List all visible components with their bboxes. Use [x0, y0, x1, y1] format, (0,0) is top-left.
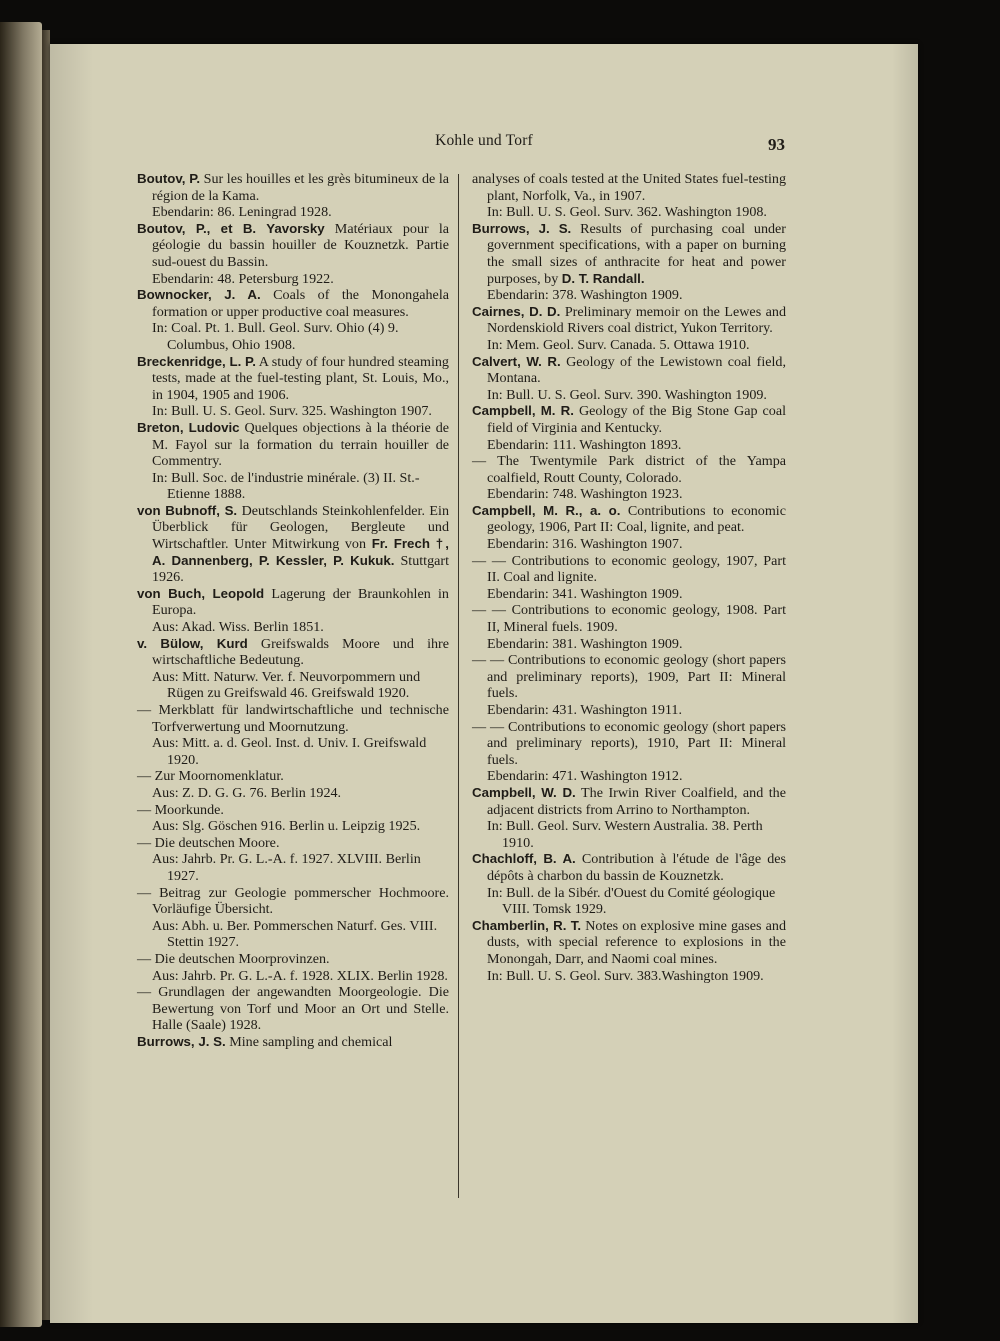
bibliography-entry — [137, 984, 449, 1034]
bibliography-entry — [137, 171, 449, 204]
entry-author: Cairnes, D. D. — [472, 303, 561, 319]
entry-title: — Merkblatt für landwirtschaftliche und technische Torfverwertung und Moornutzung. — [137, 702, 449, 735]
entry-title: — Grundlagen der angewandten Moorgeologie. Die Bewertung von Torf und Moor an Ort und Stelle. Halle (Saale) 1928. — [137, 984, 449, 1034]
bibliography-entry — [472, 171, 786, 204]
right-column — [472, 171, 786, 984]
entry-source: Aus: Slg. Göschen 916. Berlin u. Leipzig 1925. — [152, 818, 421, 835]
bibliography-entry — [137, 287, 449, 320]
bibliography-entry — [472, 403, 786, 436]
entry-author: von Bubnoff, S. — [137, 502, 238, 518]
bibliography-entry — [137, 885, 449, 918]
entry-author: Bownocker, J. A. — [137, 287, 261, 303]
entry-source: Ebendarin: 748. Washington 1923. — [487, 486, 683, 503]
page-number: 93 — [768, 135, 785, 154]
entry-source: Ebendarin: 341. Washington 1909. — [487, 585, 683, 602]
entry-source: Ebendarin: 431. Washington 1911. — [487, 702, 682, 718]
entry-title-tail: Stuttgart 1926. — [152, 552, 449, 586]
entry-source: Aus: Jahrb. Pr. G. L.-A. f. 1928. XLIX. Berlin 1928. — [152, 967, 448, 984]
bibliography-entry — [472, 785, 786, 818]
bibliography-entry — [472, 652, 786, 702]
entry-title: Deutschlands Steinkohlenfelder. Ein Überblick für Geologen, Bergleute und Wirtschaftler. Unter Mitwirkung von — [152, 502, 450, 553]
bibliography-entry — [472, 304, 786, 337]
entry-source: Aus: Mitt. a. d. Geol. Inst. d. Univ. I. Greifswald 1920. — [152, 735, 427, 768]
entry-title: A study of four hundred steaming tests, made at the fuel-testing plant, St. Louis, Mo., in 1904, 1905 and 1906. — [152, 353, 449, 403]
entry-author: Campbell, M. R. — [472, 403, 574, 419]
entry-source: Aus: Akad. Wiss. Berlin 1851. — [152, 619, 324, 636]
bibliography-entry — [472, 553, 786, 586]
entry-source: Aus: Abh. u. Ber. Pommerschen Naturf. Ges. VIII. Stettin 1927. — [152, 917, 438, 951]
entry-title: Greifswalds Moore und ihre wirtschaftliche Bedeutung. — [152, 635, 449, 669]
entry-source: In: Mem. Geol. Surv. Canada. 5. Ottawa 1910. — [487, 336, 750, 353]
entry-source: In: Bull. U. S. Geol. Surv. 383.Washington 1909. — [487, 967, 764, 984]
entry-source: In: Bull. U. S. Geol. Surv. 390. Washington 1909. — [487, 386, 767, 403]
bibliography-entry — [472, 221, 786, 287]
entry-author: Chachloff, B. A. — [472, 851, 576, 867]
bibliography-entry — [137, 586, 449, 619]
bibliography-entry — [137, 768, 449, 785]
bibliography-entry — [137, 702, 449, 735]
entry-author: Boutov, P. — [137, 171, 201, 186]
bibliography-entry — [137, 503, 449, 586]
bibliography-entry — [137, 636, 449, 669]
entry-title: Coals of the Monongahela formation or upper productive coal measures. — [152, 287, 449, 320]
entry-source: In: Bull. Soc. de l'industrie minérale. (3) II. St.-Etienne 1888. — [152, 469, 420, 503]
entry-title: Lagerung der Braunkohlen in Europa. — [152, 585, 449, 619]
bibliography-entry — [472, 602, 786, 635]
entry-source: Ebendarin: 86. Leningrad 1928. — [152, 204, 332, 221]
entry-title: Results of purchasing coal under government specifications, with a paper on burning the small sizes of anthracite for heat and power purposes, by — [487, 220, 787, 287]
entry-source: In: Bull. Geol. Surv. Western Australia. 38. Perth 1910. — [487, 818, 763, 851]
entry-source: Ebendarin: 471. Washington 1912. — [487, 768, 683, 785]
bibliography-entry — [472, 503, 786, 536]
bibliography-entry — [137, 802, 449, 819]
entry-title: Geology of the Lewistown coal field, Montana. — [487, 353, 786, 387]
entry-source: In: Bull. U. S. Geol. Surv. 325. Washington 1907. — [152, 403, 432, 420]
bibliography-entry — [472, 719, 786, 769]
entry-title: — Die deutschen Moore. — [137, 834, 280, 851]
entry-title: Preliminary memoir on the Lewes and Nordenskiold Rivers coal district, Yukon Territory. — [487, 303, 786, 337]
entry-author: Calvert, W. R. — [472, 353, 561, 369]
entry-title: — The Twentymile Park district of the Yampa coalfield, Routt County, Colorado. — [472, 453, 786, 486]
bibliography-entry — [137, 221, 449, 271]
entry-author: v. Bülow, Kurd — [137, 635, 248, 651]
entry-author: Campbell, W. D. — [472, 784, 576, 800]
entry-coauthors: D. T. Randall. — [561, 270, 645, 286]
entry-title: analyses of coals tested at the United States fuel-testing plant, Norfolk, Va., in 1907. — [472, 171, 786, 204]
entry-source: Aus: Jahrb. Pr. G. L.-A. f. 1927. XLVIII. Berlin 1927. — [152, 851, 421, 884]
entry-title: — — Contributions to economic geology, 1907, Part II. Coal and lignite. — [472, 552, 786, 586]
entry-author: Boutov, P., et B. Yavorsky — [137, 220, 325, 236]
entry-source: Aus: Mitt. Naturw. Ver. f. Neuvorpommern und Rügen zu Greifswald 46. Greifswald 1920. — [152, 668, 421, 702]
entry-source: In: Bull. de la Sibér. d'Ouest du Comité géologique VIII. Tomsk 1929. — [487, 884, 776, 918]
entry-title: — Beitrag zur Geologie pommerscher Hochmoore. Vorläufige Übersicht. — [137, 884, 449, 918]
entry-source: Ebendarin: 381. Washington 1909. — [487, 635, 683, 652]
entry-title: — — Contributions to economic geology, 1908. Part II, Mineral fuels. 1909. — [472, 602, 786, 636]
previous-page-edge — [0, 22, 42, 1327]
bibliography-entry — [472, 354, 786, 387]
book-page — [50, 44, 918, 1323]
entry-source: Ebendarin: 48. Petersburg 1922. — [152, 270, 334, 287]
entry-source: Ebendarin: 378. Washington 1909. — [487, 287, 683, 304]
entry-title: — Moorkunde. — [137, 801, 224, 818]
bibliography-entry — [472, 918, 786, 968]
entry-author: von Buch, Leopold — [137, 585, 265, 601]
entry-title: — Zur Moornomenklatur. — [137, 768, 284, 785]
entry-title: Mine sampling and chemical — [229, 1033, 393, 1050]
bibliography-entry — [472, 453, 786, 486]
entry-author: Breckenridge, L. P. — [137, 353, 256, 369]
entry-title: Sur les houilles et les grès bitumineux de la région de la Kama. — [152, 171, 449, 204]
entry-title: — Die deutschen Moorprovinzen. — [137, 950, 330, 967]
entry-title: Contributions to economic geology, 1906, Part II: Coal, lignite, and peat. — [487, 502, 786, 536]
entry-title: Notes on explosive mine gases and dusts, with special reference to explosions in the Monongah, Darr, and Naomi coal mines. — [487, 917, 786, 967]
left-column — [137, 171, 449, 1050]
bibliography-entry — [137, 835, 449, 852]
entry-author: Campbell, M. R., a. o. — [472, 502, 621, 518]
book-gutter — [42, 30, 50, 1320]
column-divider — [458, 174, 459, 1198]
entry-title: — — Contributions to economic geology (short papers and preliminary reports), 1910, Part II: Mineral fuels. — [472, 718, 786, 768]
entry-title: Contribution à l'étude de l'âge des dépôts à charbon du bassin de Kouznetzk. — [487, 851, 786, 884]
entry-source: In: Bull. U. S. Geol. Surv. 362. Washington 1908. — [487, 204, 767, 221]
entry-coauthors: Fr. Frech †, A. Dannenberg, P. Kessler, P. Kukuk. — [152, 536, 449, 568]
entry-title: — — Contributions to economic geology (short papers and preliminary reports), 1909, Part II: Mineral fuels. — [472, 652, 786, 702]
entry-source: In: Coal. Pt. 1. Bull. Geol. Surv. Ohio (4) 9. Columbus, Ohio 1908. — [152, 320, 399, 353]
entry-title: Quelques objections à la théorie de M. Fayol sur la formation du terrain houiller de Commentry. — [152, 419, 449, 470]
bibliography-entry — [137, 420, 449, 470]
entry-title: Geology of the Big Stone Gap coal field of Virginia and Kentucky. — [487, 403, 786, 436]
bibliography-entry — [472, 851, 786, 884]
bibliography-entry — [137, 354, 449, 404]
entry-author: Chamberlin, R. T. — [472, 917, 582, 933]
entry-source: Ebendarin: 316. Washington 1907. — [487, 536, 683, 553]
entry-source: Ebendarin: 111. Washington 1893. — [487, 436, 682, 453]
entry-source: Aus: Z. D. G. G. 76. Berlin 1924. — [152, 784, 342, 801]
entry-author: Burrows, J. S. — [472, 220, 572, 236]
entry-author: Breton, Ludovic — [137, 419, 240, 435]
entry-author: Burrows, J. S. — [137, 1033, 226, 1049]
bibliography-entry — [137, 1034, 449, 1051]
running-title: Kohle und Torf — [435, 132, 533, 149]
entry-title: The Irwin River Coalfield, and the adjacent districts from Arrino to Northampton. — [487, 784, 786, 818]
bibliography-entry — [137, 951, 449, 968]
entry-title: Matériaux pour la géologie du bassin houiller de Kouznetzk. Partie sud-ouest du Bassin. — [152, 220, 450, 270]
